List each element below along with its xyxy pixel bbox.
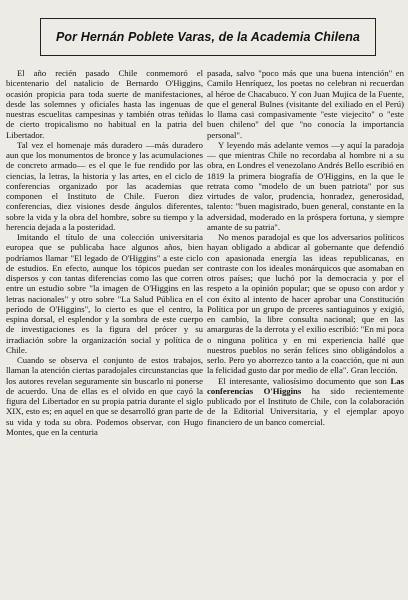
paragraph: Tal vez el homenaje más duradero —más duradero aun que los monumentos de bronce y las acumulaciones de concreto armado— es el que le fue rendido por las ciencias, la letras, la historia y las artes, en el ciclo de conferencias organizado por las academias que componen el Instituto de Chile. Fueron diez conferencias, diez visiones desde ángulos diferentes, sobre la vida y la obra del hombre, sobre su tiempo y la herencia dejada a la posteridad.: [6, 139, 203, 232]
right-column: [207, 68, 404, 427]
byline: Por Hernán Poblete Varas, de la Academia Chilena: [56, 30, 360, 44]
paragraph: Cuando se observa el conjunto de estos trabajos, llaman la atención ciertas paradojales circunstancias que los autores revelan seguramente sin buscarlo ni ponerse de acuerdo. Una de ellas es el olvido en que cayó la figura del Libertador en su propia patria durante el siglo XIX, esto es; en aquel en que se desarrolló gran parte de su vida y toda su obra. Podemos observar, con Hugo Montes, que en la centuria: [6, 355, 203, 437]
paragraph-text: ha sido recientemente publicado por el Instituto de Chile, con la colaboración de la Editorial Universitaria, y el ejemplar apoyo financiero de un banco comercial.: [207, 385, 404, 427]
paragraph-text: El interesante, valiosísimo documento que son: [218, 375, 391, 386]
paragraph: El año recién pasado Chile conmemoró el bicentenario del natalicio de Bernardo O'Higgins, ocasión propicia para toda suerte de manifestaciones, desde las solemnes y oficiales hasta las ingenuas de nuestras escuelitas campesinas y también otras teñidas de cierto tropicalismo no habitual en la patria del Libertador.: [6, 68, 203, 140]
left-column: [6, 68, 203, 437]
paragraph: Imitando el título de una colección universitaria europea que se publicaba hace algunos años, bien podríamos llamar "El legado de O'Higgins" a este ciclo de estudios. En efecto, aunque los tópicos puedan ser dispersos y con tantas diferencias como las que corren entre un estudio sobre "la imagen de O'Higgins en las letras nacionales" y otro sobre "La Salud Pública en el período de O'Higgins", lo cierto es que el centro, la espina dorsal, el esplendor y la sombra de este cuerpo de investigaciones es la figura del prócer y su irradiación sobre la organización social y política de Chile.: [6, 232, 203, 355]
paragraph: No menos paradojal es que los adversarios políticos hayan obligado a abdicar al gobernante que defendió con apasionada energía las ideas republicanas, en contraste con los ideales monárquicos que asomaban en otros países; que luchó por la democracia y por el respeto a la opinión popular; que se opuso con ardor y con éxito al intento de hacer aprobar una Constitución Política por un grupo de prceres santiaguinos y exigió, en cambio, la libre consulta nacional; que en las amarguras de la derrota y el exilio escribió: "En mi poca o ninguna política y en mi experiencia hallé que nuestros pueblos no serán felices sino obligándolos a serlo. Pero yo aborrezco tanto a la coacción, que ni aun la felicidad gusto dar por medio de ella". Gran lección.: [207, 232, 404, 376]
paragraph-continued: pasada, salvo "poco más que una buena intención" en Camilo Henríquez, los poetas no celebran ni recuerdan al héroe de Chacabuco. Y con Juan Mujica de la Fuente, que el general Bulnes (visitante del exiliado en el Perú) lo llama casi compasivamente "este viejecito" o "este buen chileno" del que "no conocía la importancia personal".: [207, 68, 404, 140]
book-title: Las conferencias O'Higgins: [207, 375, 404, 396]
paragraph: Y leyendo más adelante vemos —y aquí la paradoja— que mientras Chile no recordaba al hombre ni a su obra, en Londres el venezolano Andrés Bello escribió en 1819 la primera biografía de O'Higgins, en la que le retrata como "modelo de un buen patriota" por sus virtudes de valor, prudencia, honradez, generosidad, talento: "buen magistrado, buen general, constante en la adversidad, moderado en la próspera fortuna, y siempre amante de su patria".: [207, 139, 404, 232]
paragraph: [207, 376, 404, 427]
byline-box: [40, 18, 376, 56]
